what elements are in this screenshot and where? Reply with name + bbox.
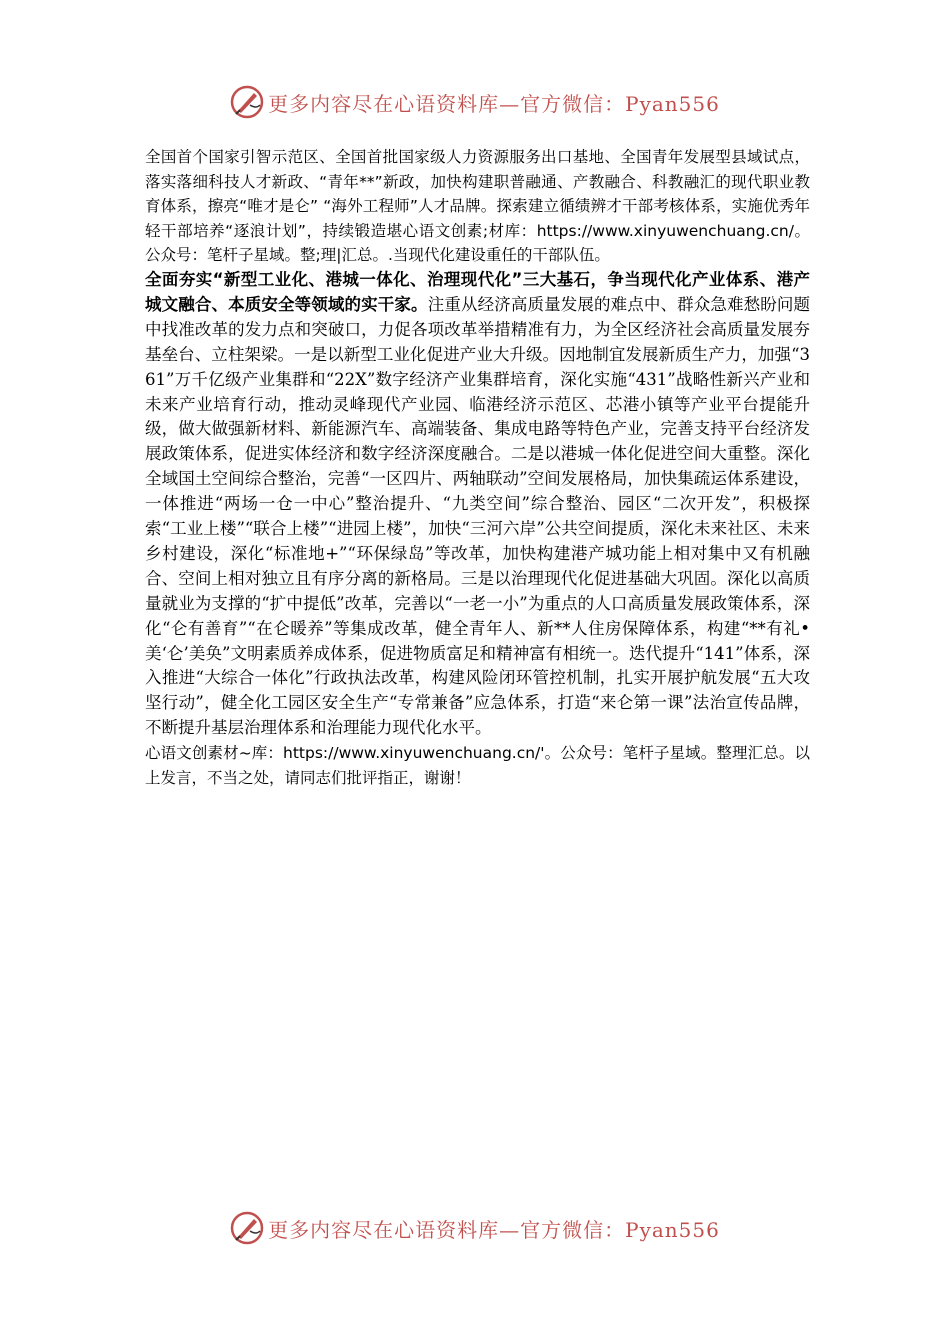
footer-banner (0, 1208, 950, 1248)
header-banner-text: 更多内容尽在心语资料库—官方微信：Pyan556 (268, 91, 720, 116)
paragraph-1: 全国首个国家引智示范区、全国首批国家级人力资源服务出口基地、全国青年发展型县域试点，落实落细科技人才新政、“青年**”新政，加快构建职普融通、产教融合、科教融汇的现代职业教育体系，擦亮“唯才是仑” “海外工程师”人才品牌。探索建立循绩辨才干部考核体系，实施优秀年轻干部培养“逐浪计划”，持续锻造堪心语文创素;材库：https://www.xinyuwenchuang.cn/。公众号：笔杆子星域。整;理|汇总。.当现代化建设重任的干部队伍。 (145, 148, 810, 265)
quill-pen-logo-icon (230, 1211, 264, 1245)
paragraph-2-body: 注重从经济高质量发展的难点中、群众急难愁盼问题中找准改革的发力点和突破口，力促各项改革举措精准有力，为全区经济社会高质量发展夯基垒台、立柱架梁。一是以新型工业化促进产业大升级。因地制宜发展新质生产力，加强“361”万千亿级产业集群和“22X”数字经济产业集群培育，深化实施“431”战略性新兴产业和未来产业培育行动，推动灵峰现代产业园、临港经济示范区、芯港小镇等产业平台提能升级，做大做强新材料、新能源汽车、高端装备、集成电路等特色产业，完善支持平台经济发展政策体系，促进实体经济和数字经济深度融合。二是以港城一体化促进空间大重整。深化全域国土空间综合整治，完善“一区四片、两轴联动”空间发展格局，加快集疏运体系建设，一体推进“两场一仓一中心”整治提升、“九类空间”综合整治、园区“二次开发”，积极探索“工业上楼”“联合上楼”“进园上楼”，加快“三河六岸”公共空间提质，深化未来社区、未来乡村建设，深化“标准地+”“环保绿岛”等改革，加快构建港产城功能上相对集中又有机融合、空间上相对独立且有序分离的新格局。三是以治理现代化促进基础大巩固。深化以高质量就业为支撑的“扩中提低”改革，完善以“一老一小”为重点的人口高质量发展政策体系，深化“仑有善育”“在仑暖养”等集成改革，健全青年人、新**人住房保障体系，构建“**有礼•美‘仑’美奂”文明素质养成体系，促进物质富足和精神富有相统一。迭代提升“141”体系，深入推进“大综合一体化”行政执法改革，构建风险闭环管控机制，扎实开展护航发展“五大攻坚行动”，健全化工园区安全生产“专常兼备”应急体系，打造“来仑第一课”法治宣传品牌，不断提升基层治理体系和治理能力现代化水平。 (145, 294, 811, 738)
paragraph-2-heading: 全面夯实“新型工业化、港城一体化、治理现代化”三大基石，争当现代化产业体系、港产城文融合、本质安全等领域的实干家。 (145, 269, 810, 314)
paragraph-3: 心语文创素材~库：https://www.xinyuwenchuang.cn/'。公众号：笔杆子星域。整理汇总。以上发言，不当之处，请同志们批评指正，谢谢！ (145, 744, 810, 787)
paragraph-2 (145, 268, 810, 741)
footer-banner-text: 更多内容尽在心语资料库—官方微信：Pyan556 (268, 1217, 720, 1242)
document-body (145, 145, 810, 790)
header-banner (0, 82, 950, 122)
quill-pen-logo-icon (230, 85, 264, 119)
